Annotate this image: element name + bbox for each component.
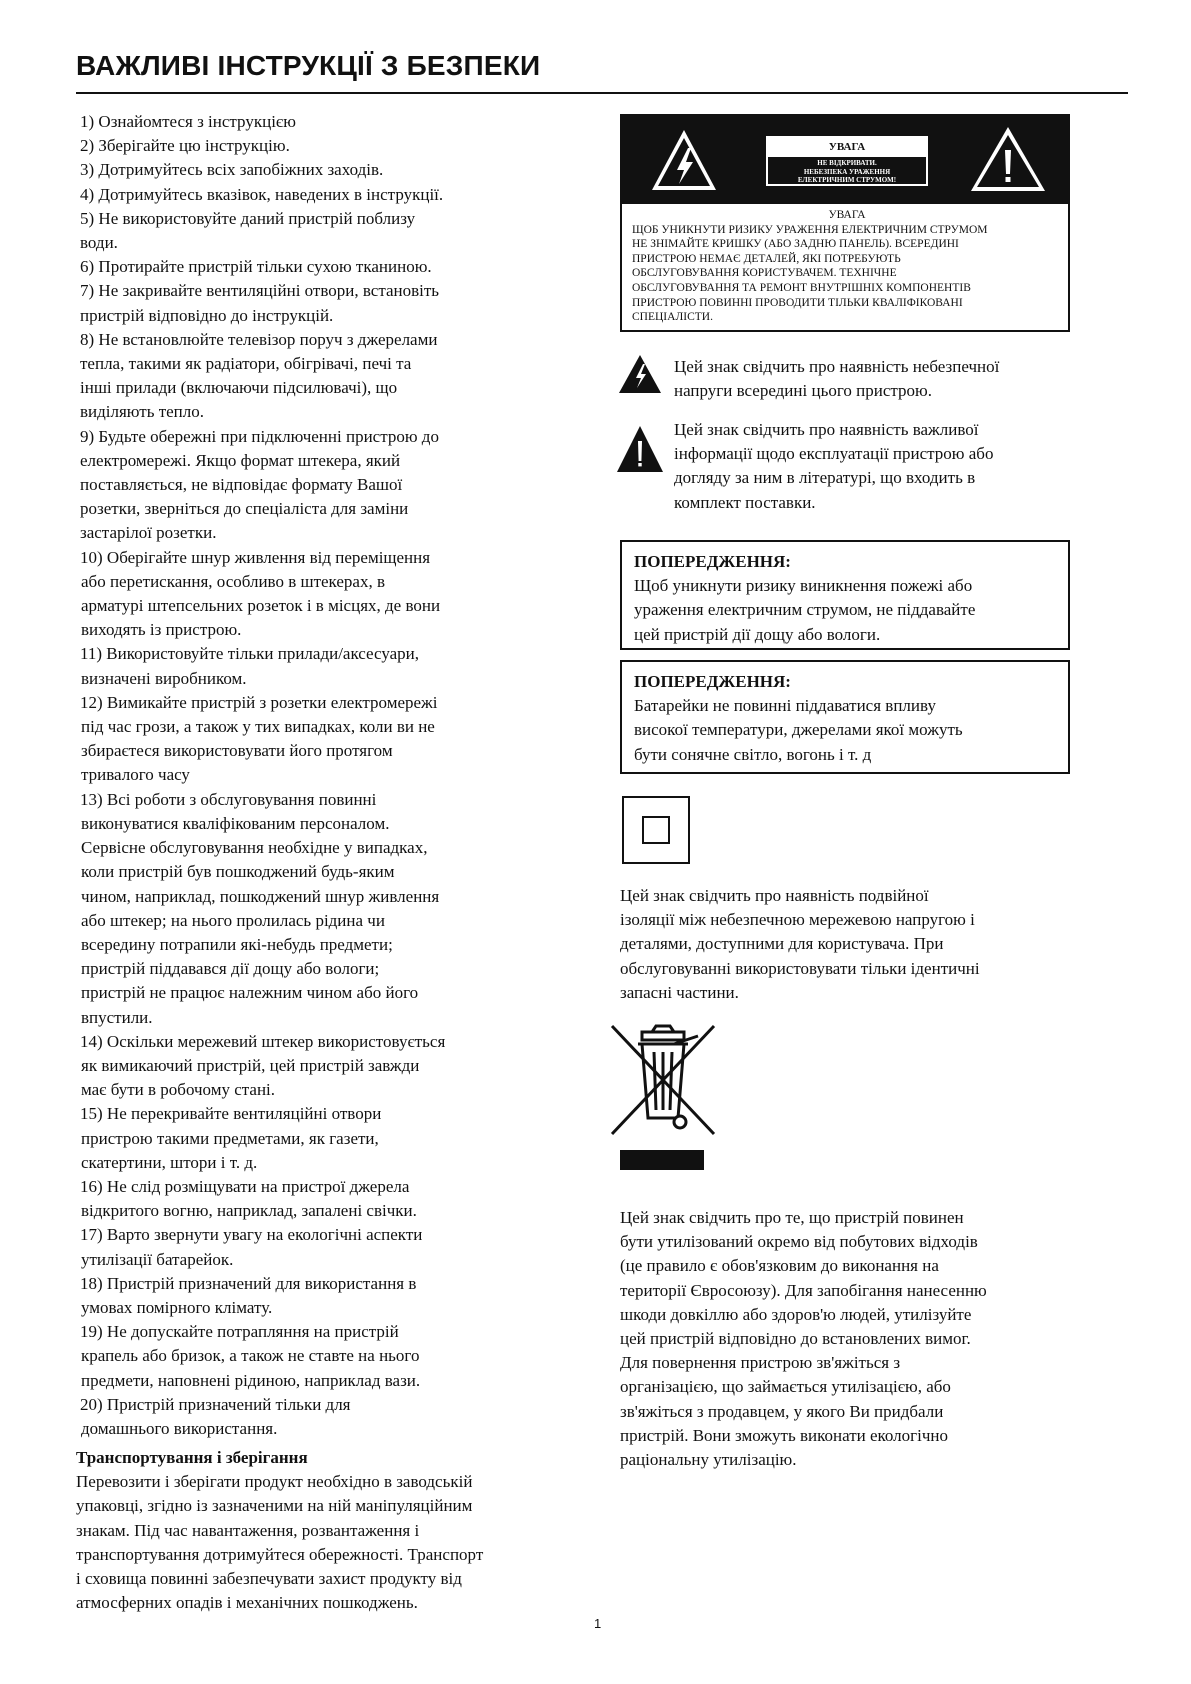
double-insulation-line: Цей знак свідчить про наявність подвійної bbox=[620, 886, 929, 905]
instruction-line: всередину потрапили які-небудь предмети; bbox=[81, 934, 393, 954]
weee-line: (це правило є обов'язковим до виконання на bbox=[620, 1256, 939, 1276]
warning-line: Батарейки не повинні піддаватися впливу bbox=[634, 696, 936, 716]
instruction-line: електромережі. Якщо формат штекера, який bbox=[80, 450, 401, 470]
instruction-item bbox=[80, 255, 570, 279]
instruction-line: 5) Не використовуйте даний пристрій поблизу bbox=[80, 208, 416, 228]
instruction-line: пристрій піддавався дії дощу або вологи; bbox=[81, 959, 380, 979]
instruction-line: визначені виробником. bbox=[81, 668, 247, 688]
double-insulation-icon bbox=[622, 796, 690, 864]
instruction-line: впустили. bbox=[81, 1007, 153, 1027]
exclamation-triangle-icon bbox=[616, 425, 664, 473]
instruction-line: 20) Пристрій призначений тільки для bbox=[80, 1394, 351, 1414]
instruction-item bbox=[80, 425, 570, 546]
warning-line: Щоб уникнути ризику виникнення пожежі або bbox=[634, 576, 973, 596]
info-symbol-line: комплект поставки. bbox=[674, 492, 816, 512]
double-insulation-line: запасні частини. bbox=[620, 982, 739, 1002]
transport-text bbox=[76, 1470, 576, 1615]
instruction-line: 1) Ознайомтеся з інструкцією bbox=[80, 112, 296, 131]
voltage-symbol-text bbox=[674, 355, 1094, 403]
instruction-line: 10) Оберігайте шнур живлення від переміщення bbox=[80, 547, 431, 567]
instruction-line: застарілої розетки. bbox=[80, 523, 217, 543]
instruction-line: арматурі штепсельних розеток і в місцях, де вони bbox=[81, 596, 441, 616]
weee-line: шкоди довкіллю або здоров'ю людей, утилізуйте bbox=[620, 1304, 972, 1324]
instruction-line: розетки, зверніться до спеціаліста для заміни bbox=[80, 499, 409, 519]
instruction-line: 9) Будьте обережні при підключенні пристрою до bbox=[80, 426, 439, 446]
info-symbol-text bbox=[674, 418, 1094, 515]
instruction-line: пристрій не працює належним чином або його bbox=[81, 983, 419, 1003]
caution-label-title: УВАГА bbox=[768, 138, 926, 157]
instruction-line: відкритого вогню, наприклад, запалені свічки. bbox=[81, 1201, 417, 1221]
warning-title: ПОПЕРЕДЖЕННЯ: bbox=[634, 552, 791, 571]
lightning-triangle-icon bbox=[618, 354, 662, 394]
double-insulation-line: деталями, доступними для користувача. При bbox=[620, 934, 944, 954]
caution-text bbox=[632, 208, 1062, 325]
instruction-line: домашнього використання. bbox=[81, 1418, 278, 1438]
instruction-item bbox=[80, 1030, 570, 1103]
weee-line: Для повернення пристрою зв'яжіться з bbox=[620, 1353, 901, 1373]
instruction-line: скатертини, штори і т. д. bbox=[81, 1152, 258, 1172]
instruction-line: виходять із пристрою. bbox=[81, 620, 242, 640]
instruction-line: тепла, такими як радіатори, обігрівачі, печі та bbox=[80, 354, 412, 374]
warning-box-batteries bbox=[620, 660, 1070, 774]
instruction-item bbox=[80, 1223, 570, 1271]
warning-line: цей пристрій дії дощу або вологи. bbox=[634, 624, 881, 644]
caution-label bbox=[766, 136, 928, 186]
page-title: ВАЖЛИВІ ІНСТРУКЦІЇ З БЕЗПЕКИ bbox=[76, 50, 541, 81]
instruction-line: 11) Використовуйте тільки прилади/аксесуари, bbox=[80, 644, 420, 664]
instruction-item bbox=[80, 691, 570, 788]
caution-text-line: ПРИСТРОЮ НЕМАЄ ДЕТАЛЕЙ, ЯКІ ПОТРЕБУЮТЬ bbox=[632, 252, 901, 265]
weee-bar bbox=[620, 1150, 704, 1170]
transport-line: знакам. Під час навантаження, розвантаження і bbox=[76, 1520, 420, 1540]
instruction-line: пристрою такими предметами, як газети, bbox=[81, 1128, 379, 1148]
warning-title: ПОПЕРЕДЖЕННЯ: bbox=[634, 672, 791, 691]
title-rule bbox=[76, 92, 1128, 94]
instruction-line: виконуватися кваліфікованим персоналом. bbox=[81, 813, 390, 833]
caution-panel bbox=[620, 114, 1070, 332]
instruction-line: утилізації батарейок. bbox=[81, 1249, 234, 1269]
instruction-line: 4) Дотримуйтесь вказівок, наведених в інструкції. bbox=[80, 184, 444, 204]
caution-label-line: НЕБЕЗПЕКА УРАЖЕННЯ bbox=[803, 167, 891, 176]
instruction-line: 6) Протирайте пристрій тільки сухою тканиною. bbox=[80, 257, 432, 277]
instruction-line: або перетискання, особливо в штекерах, в bbox=[81, 571, 385, 591]
instruction-line: 7) Не закривайте вентиляційні отвори, встановіть bbox=[80, 281, 440, 301]
instruction-item bbox=[80, 328, 570, 425]
instruction-line: води. bbox=[80, 233, 118, 253]
weee-line: бути утилізований окремо від побутових відходів bbox=[620, 1232, 978, 1252]
weee-line: території Євросоюзу). Для запобігання нанесенню bbox=[620, 1280, 987, 1300]
warning-box-moisture bbox=[620, 540, 1070, 650]
instruction-line: як вимикаючий пристрій, цей пристрій завжди bbox=[81, 1055, 420, 1075]
instruction-line: 13) Всі роботи з обслуговування повинні bbox=[80, 789, 377, 809]
caution-text-line: ПРИСТРОЮ ПОВИННІ ПРОВОДИТИ ТІЛЬКИ КВАЛІФІКОВАНІ bbox=[632, 296, 963, 309]
instruction-line: має бути в робочому стані. bbox=[81, 1080, 276, 1100]
instruction-line: чином, наприклад, пошкоджений шнур живлення bbox=[81, 886, 440, 906]
instruction-item bbox=[80, 207, 570, 255]
page-number: 1 bbox=[594, 1616, 602, 1631]
instruction-list bbox=[80, 110, 570, 1441]
caution-header bbox=[622, 116, 1068, 204]
instruction-line: інші прилади (включаючи підсилювачі), що bbox=[80, 378, 398, 398]
instruction-line: 12) Вимикайте пристрій з розетки електромережі bbox=[80, 692, 438, 712]
instruction-line: 3) Дотримуйтесь всіх запобіжних заходів. bbox=[80, 160, 384, 180]
caution-text-line: ОБСЛУГОВУВАННЯ КОРИСТУВАЧЕМ. ТЕХНІЧНЕ bbox=[632, 267, 897, 280]
instruction-line: умовах помірного клімату. bbox=[81, 1297, 273, 1317]
info-symbol-line: Цей знак свідчить про наявність важливої bbox=[674, 420, 979, 439]
caution-label-line: НЕ ВІДКРИВАТИ. bbox=[817, 159, 877, 167]
warning-line: бути сонячне світло, вогонь і т. д bbox=[634, 744, 872, 764]
transport-line: і сховища повинні забезпечувати захист продукту від bbox=[76, 1569, 462, 1589]
caution-text-line: ОБСЛУГОВУВАННЯ ТА РЕМОНТ ВНУТРІШНІХ КОМПОНЕНТІВ bbox=[632, 281, 971, 294]
instruction-line: 8) Не встановлюйте телевізор поруч з джерелами bbox=[80, 329, 438, 349]
instruction-line: пристрій відповідно до інструкцій. bbox=[80, 305, 334, 325]
instruction-line: тривалого часу bbox=[81, 765, 190, 785]
instruction-item bbox=[80, 134, 570, 158]
caution-text-line: ЩОБ УНИКНУТИ РИЗИКУ УРАЖЕННЯ ЕЛЕКТРИЧНИМ СТРУМОМ bbox=[632, 223, 988, 236]
instruction-line: збираєтеся використовувати його протягом bbox=[81, 741, 393, 761]
instruction-line: 2) Зберігайте цю інструкцію. bbox=[80, 136, 290, 156]
weee-line: цей пристрій відповідно до встановлених вимог. bbox=[620, 1329, 971, 1349]
instruction-line: 19) Не допускайте потрапляння на пристрій bbox=[80, 1322, 399, 1342]
double-insulation-line: ізоляції між небезпечною мережевою напругою і bbox=[620, 910, 975, 930]
weee-line: зв'яжіться з продавцем, у якого Ви придбали bbox=[620, 1401, 944, 1421]
transport-line: Перевозити і зберігати продукт необхідно в заводській bbox=[76, 1472, 473, 1492]
instruction-item bbox=[80, 110, 570, 134]
warning-line: ураження електричним струмом, не піддавайте bbox=[634, 600, 976, 620]
transport-section bbox=[76, 1446, 576, 1615]
instruction-line: Сервісне обслуговування необхідне у випадках, bbox=[81, 838, 428, 858]
instruction-line: коли пристрій був пошкоджений будь-яким bbox=[81, 862, 395, 882]
instruction-item bbox=[80, 1102, 570, 1175]
instruction-line: крапель або бризок, а також не ставте на нього bbox=[81, 1346, 420, 1366]
double-insulation-line: обслуговуванні використовувати тільки ідентичні bbox=[620, 958, 980, 978]
transport-line: упаковці, згідно із зазначеними на ній маніпуляційним bbox=[76, 1496, 473, 1516]
exclamation-triangle-icon bbox=[968, 124, 1048, 194]
transport-line: транспортування дотримуйтеся обережності. Транспорт bbox=[76, 1544, 484, 1564]
instruction-item bbox=[80, 1393, 570, 1441]
warning-line: високої температури, джерелами якої можуть bbox=[634, 720, 963, 740]
caution-label-line: ЕЛЕКТРИЧНИМ СТРУМОМ! bbox=[797, 176, 897, 184]
crossed-bin-icon bbox=[608, 1022, 718, 1142]
double-insulation-text bbox=[620, 884, 1090, 1005]
instruction-item bbox=[80, 183, 570, 207]
instruction-line: або штекер; на нього пролилась рідина чи bbox=[81, 910, 385, 930]
voltage-symbol-line: Цей знак свідчить про наявність небезпечної bbox=[674, 357, 1000, 376]
instruction-item bbox=[80, 642, 570, 690]
instruction-line: 15) Не перекривайте вентиляційні отвори bbox=[80, 1104, 382, 1124]
weee-text bbox=[620, 1206, 1090, 1472]
weee-line: пристрій. Вони зможуть виконати екологічно bbox=[620, 1425, 949, 1445]
instruction-item bbox=[80, 546, 570, 643]
double-insulation-inner bbox=[642, 816, 670, 844]
instruction-line: поставляється, не відповідає формату Вашої bbox=[80, 475, 403, 495]
caution-text-heading: УВАГА bbox=[828, 209, 866, 221]
instruction-item bbox=[80, 1175, 570, 1223]
instruction-line: виділяють тепло. bbox=[80, 402, 205, 422]
lightning-triangle-icon bbox=[648, 126, 720, 194]
instruction-item bbox=[80, 1320, 570, 1393]
weee-line: Цей знак свідчить про те, що пристрій повинен bbox=[620, 1208, 964, 1227]
instruction-item bbox=[80, 279, 570, 327]
instruction-line: під час грози, а також у тих випадках, коли ви не bbox=[81, 717, 435, 737]
weee-line: організацією, що займається утилізацією, або bbox=[620, 1377, 951, 1397]
caution-label-text bbox=[770, 159, 924, 185]
caution-text-line: НЕ ЗНІМАЙТЕ КРИШКУ (АБО ЗАДНЮ ПАНЕЛЬ). ВСЕРЕДИНІ bbox=[632, 238, 959, 251]
info-symbol-line: інформації щодо експлуатації пристрою або bbox=[674, 444, 994, 464]
instruction-item bbox=[80, 1272, 570, 1320]
instruction-line: предмети, наповнені рідиною, наприклад вази. bbox=[81, 1370, 421, 1390]
instruction-line: 16) Не слід розміщувати на пристрої джерела bbox=[80, 1176, 410, 1196]
instruction-item bbox=[80, 158, 570, 182]
instruction-line: 17) Варто звернути увагу на екологічні аспекти bbox=[80, 1225, 423, 1245]
weee-line: раціональну утилізацію. bbox=[620, 1450, 797, 1470]
caution-text-line: СПЕЦІАЛІСТИ. bbox=[632, 311, 713, 324]
instruction-item bbox=[80, 788, 570, 1030]
transport-heading: Транспортування і зберігання bbox=[76, 1448, 308, 1467]
voltage-symbol-line: напруги всередині цього пристрою. bbox=[674, 381, 932, 401]
instruction-line: 14) Оскільки мережевий штекер використовується bbox=[80, 1031, 446, 1051]
transport-line: атмосферних опадів і механічних пошкоджень. bbox=[76, 1593, 418, 1613]
info-symbol-line: догляду за ним в літературі, що входить в bbox=[674, 468, 976, 488]
instruction-line: 18) Пристрій призначений для використання в bbox=[80, 1273, 417, 1293]
